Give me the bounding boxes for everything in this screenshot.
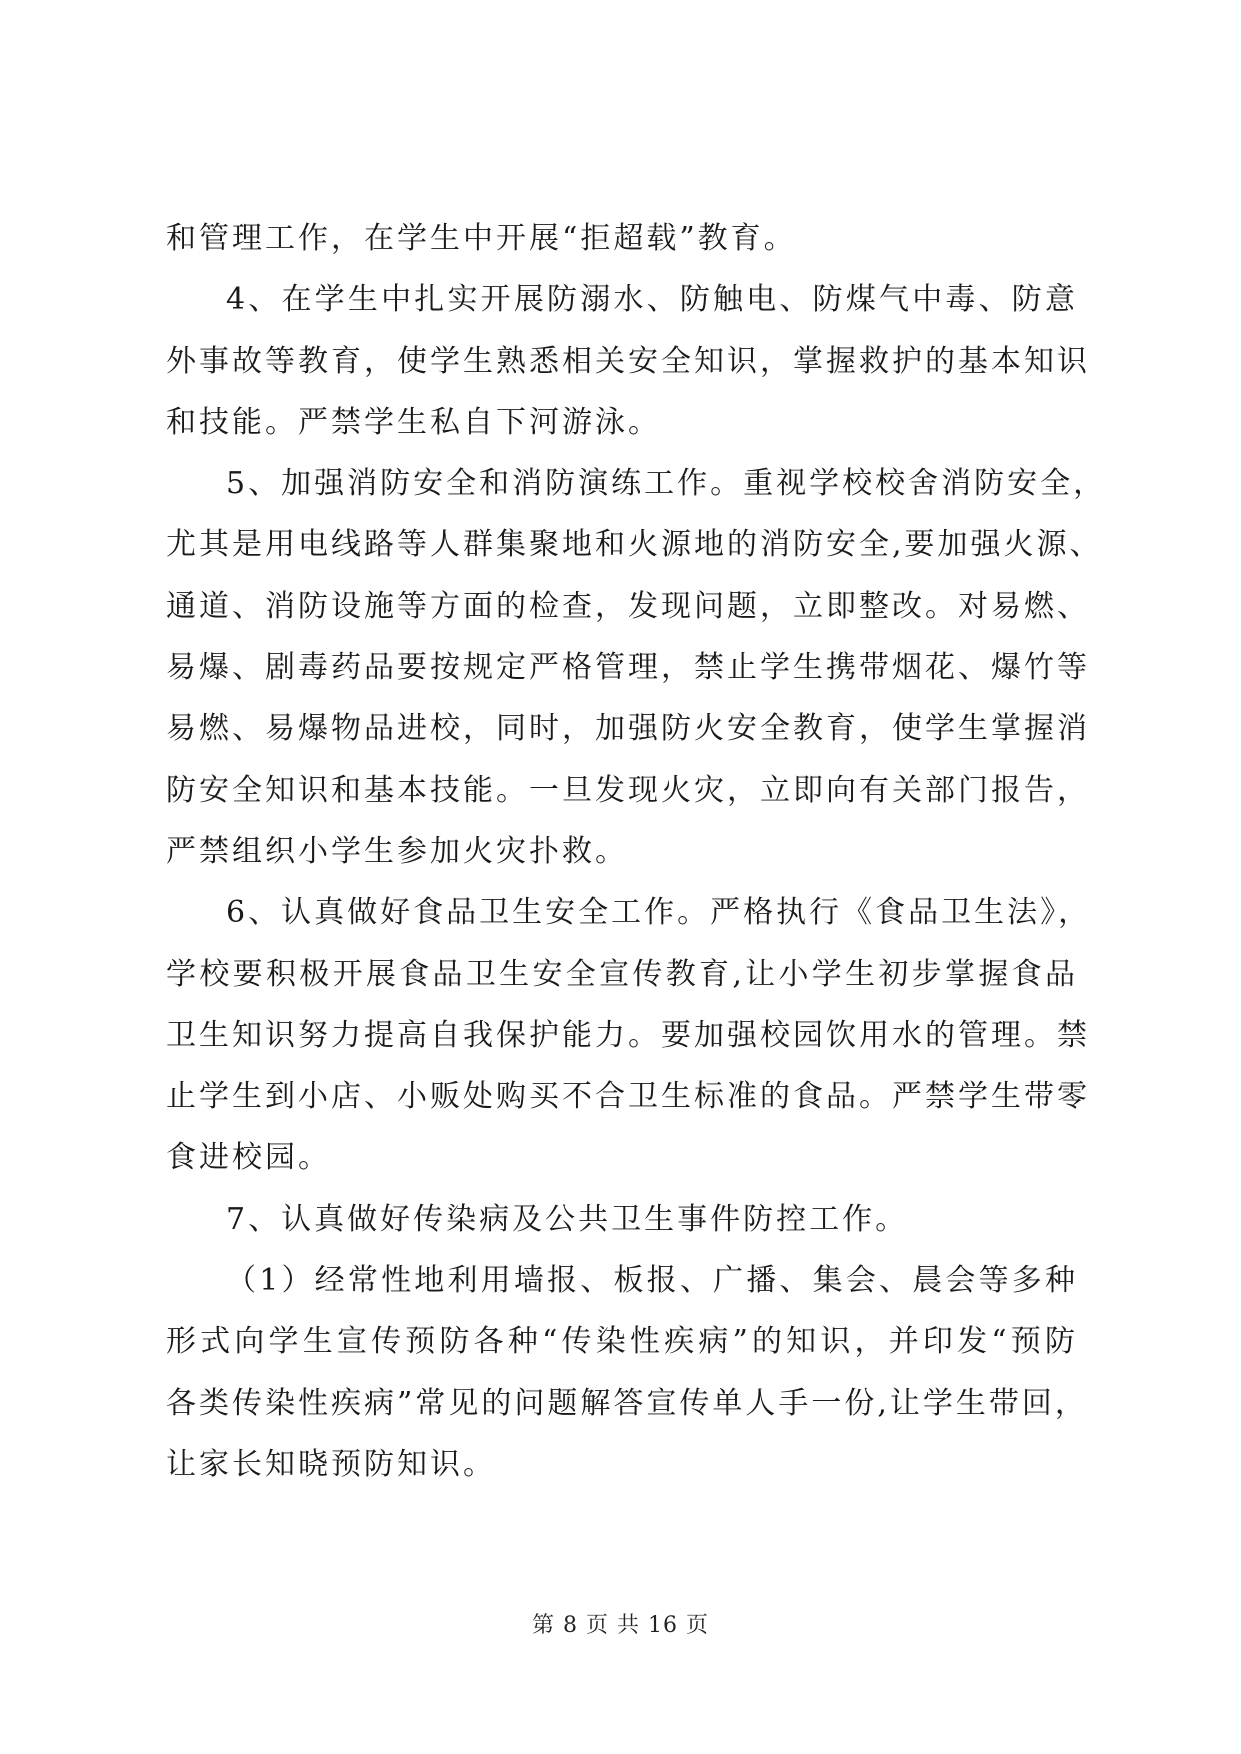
text-line: （1）经常性地利用墙报、板报、广播、集会、晨会等多种 [226, 1263, 1078, 1299]
text-line: 和管理工作，在学生中开展“拒超载”教育。 [166, 221, 797, 256]
paragraph-continued [166, 208, 1078, 269]
text-line: 易爆、剧毒药品要按规定严格管理，禁止学生携带烟花、爆竹等 [166, 650, 1090, 686]
text-line: 各类传染性疾病”常见的问题解答宣传单人手一份,让学生带回， [166, 1385, 1088, 1421]
text-line: 7、认真做好传染病及公共卫生事件防控工作。 [226, 1201, 909, 1237]
text-line: 6、认真做好食品卫生安全工作。严格执行《食品卫生法》， [226, 895, 1092, 931]
text-line: 尤其是用电线路等人群集聚地和火源地的消防安全,要加强火源、 [166, 527, 1103, 563]
document-body [166, 208, 1107, 1495]
paragraph-item-7 [166, 1189, 1078, 1250]
page-footer: 第 8 页 共 16 页 [532, 1613, 709, 1638]
text-line: 止学生到小店、小贩处购买不合卫生标准的食品。严禁学生带零 [166, 1079, 1090, 1115]
text-line: 和技能。严禁学生私自下河游泳。 [166, 404, 661, 440]
text-line: 食进校园。 [166, 1140, 331, 1176]
paragraph-item-6 [166, 882, 1092, 1188]
text-line: 卫生知识努力提高自我保护能力。要加强校园饮用水的管理。禁 [166, 1017, 1090, 1053]
text-line: 通道、消防设施等方面的检查，发现问题，立即整改。对易燃、 [166, 588, 1090, 624]
text-line: 让家长知晓预防知识。 [166, 1446, 496, 1482]
paragraph-item-4 [166, 269, 1090, 453]
text-line: 学校要积极开展食品卫生安全宣传教育,让小学生初步掌握食品 [166, 956, 1078, 992]
text-line: 易燃、易爆物品进校，同时，加强防火安全教育，使学生掌握消 [166, 711, 1090, 747]
text-line: 严禁组织小学生参加火灾扑救。 [166, 833, 628, 869]
text-line: 4、在学生中扎实开展防溺水、防触电、防煤气中毒、防意 [226, 282, 1078, 318]
text-line: 防安全知识和基本技能。一旦发现火灾，立即向有关部门报告， [166, 772, 1090, 808]
paragraph-item-5 [166, 453, 1107, 882]
paragraph-item-7-1 [166, 1250, 1088, 1495]
text-line: 外事故等教育，使学生熟悉相关安全知识，掌握救护的基本知识 [166, 343, 1090, 379]
text-line: 形式向学生宣传预防各种“传染性疾病”的知识，并印发“预防 [166, 1324, 1078, 1360]
text-line: 5、加强消防安全和消防演练工作。重视学校校舍消防安全， [226, 466, 1107, 502]
